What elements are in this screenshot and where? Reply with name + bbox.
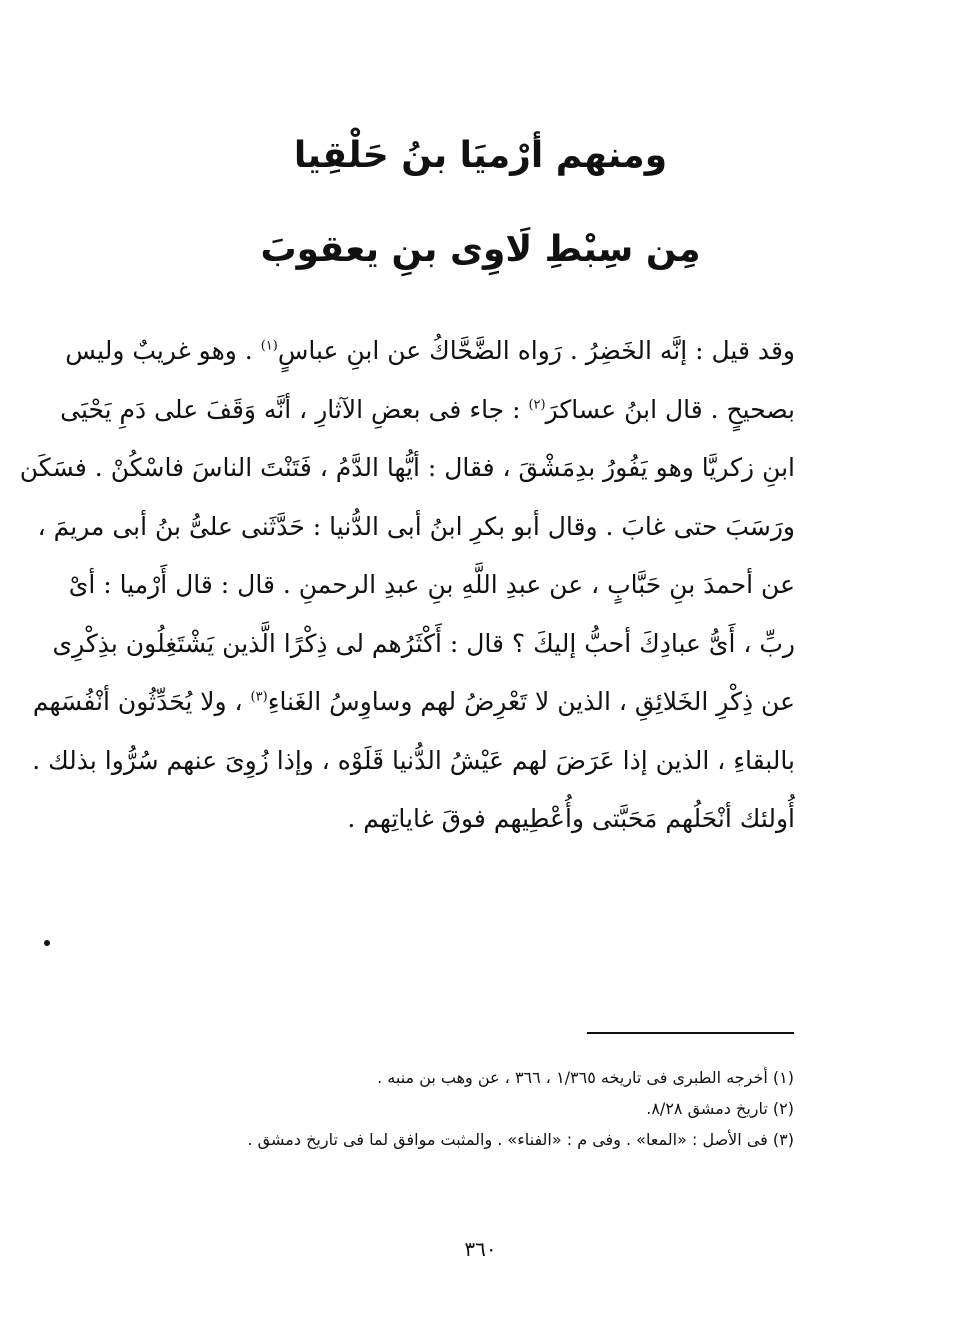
page-number: ٣٦٠: [464, 1237, 497, 1261]
chapter-heading-line-2: مِن سِبْطِ لَاوِى بنِ يعقوبَ: [260, 229, 701, 270]
footnote-2: (٢) تاريخ دمشق ٨/٢٨.: [646, 1099, 794, 1118]
body-text: [19, 322, 795, 849]
stray-dot: [44, 940, 50, 946]
body-line: بالبقاءِ ، الذين إذا عَرَضَ لهم عَيْشُ الدُّنيا قَلَوْه ، وإذا زُوِىَ عنهم سُرُّوا بذلك .: [32, 745, 795, 775]
footnote-marker: (٢): [528, 397, 546, 413]
body-line: وقد قيل : إنَّه الخَضِرُ . رَواه الضَّحَّاكُ عن ابنِ عباسٍ$^{(١)}$ . وهو غريبٌ وليس: [65, 336, 795, 365]
body-line: ورَسَبَ حتى غابَ . وقال أبو بكرِ ابنُ أبى الدُّنيا : حَدَّثَنى علىُّ بنُ أبى مريمَ ،: [37, 511, 795, 541]
footnote-1: (١) أخرجه الطبرى فى تاريخه ١/٣٦٥ ، ٣٦٦ ، عن وهب بن منبه .: [377, 1068, 794, 1087]
footnote-3: (٣) فى الأصل : «المعا» . وفى م : «الفناء» . والمثبت موافق لما فى تاريخ دمشق .: [247, 1130, 794, 1149]
body-line: ابنِ زكريَّا وهو يَفُورُ بدِمَشْقَ ، فقال : أيُّها الدَّمُ ، فَتَنْتَ الناسَ فاسْكُنْ . فسَكَن: [19, 453, 795, 482]
body-line: أُولئك أنْحَلُهم مَحَبَّتى وأُعْطِيهم فوقَ غاياتِهم .: [347, 804, 795, 833]
chapter-heading-line-1: ومنهم أرْميَا بنُ حَلْقِيا: [293, 135, 668, 176]
footnote-marker: (١): [260, 338, 278, 354]
footnotes: [180, 1062, 794, 1155]
footnote-marker: (٣): [250, 689, 268, 705]
body-line: ربِّ ، أَىُّ عبادِكَ أحبُّ إليكَ ؟ قال : أَكْثَرُهم لى ذِكْرًا الَّذين يَشْتَغِلُون بذِكْرِى: [52, 628, 795, 658]
body-line: عن ذِكْرِ الخَلائِقِ ، الذين لا تَعْرِضُ لهم وساوِسُ الغَناءِ$^{(٣)}$ ، ولا يُحَدِّثُون أنْفُسَهم: [32, 687, 795, 716]
body-line: عن أحمدَ بنِ حَبَّابٍ ، عن عبدِ اللَّهِ بنِ عبدِ الرحمنِ . قال : قال أَرْميا : أىْ: [68, 570, 795, 599]
footnote-separator: [587, 1032, 794, 1034]
body-line: بصحيحٍ . قال ابنُ عساكرَ$^{(٢)}$ : جاء فى بعضِ الآثارِ ، أنَّه وَقَفَ على دَمِ يَحْيَى: [60, 394, 795, 424]
